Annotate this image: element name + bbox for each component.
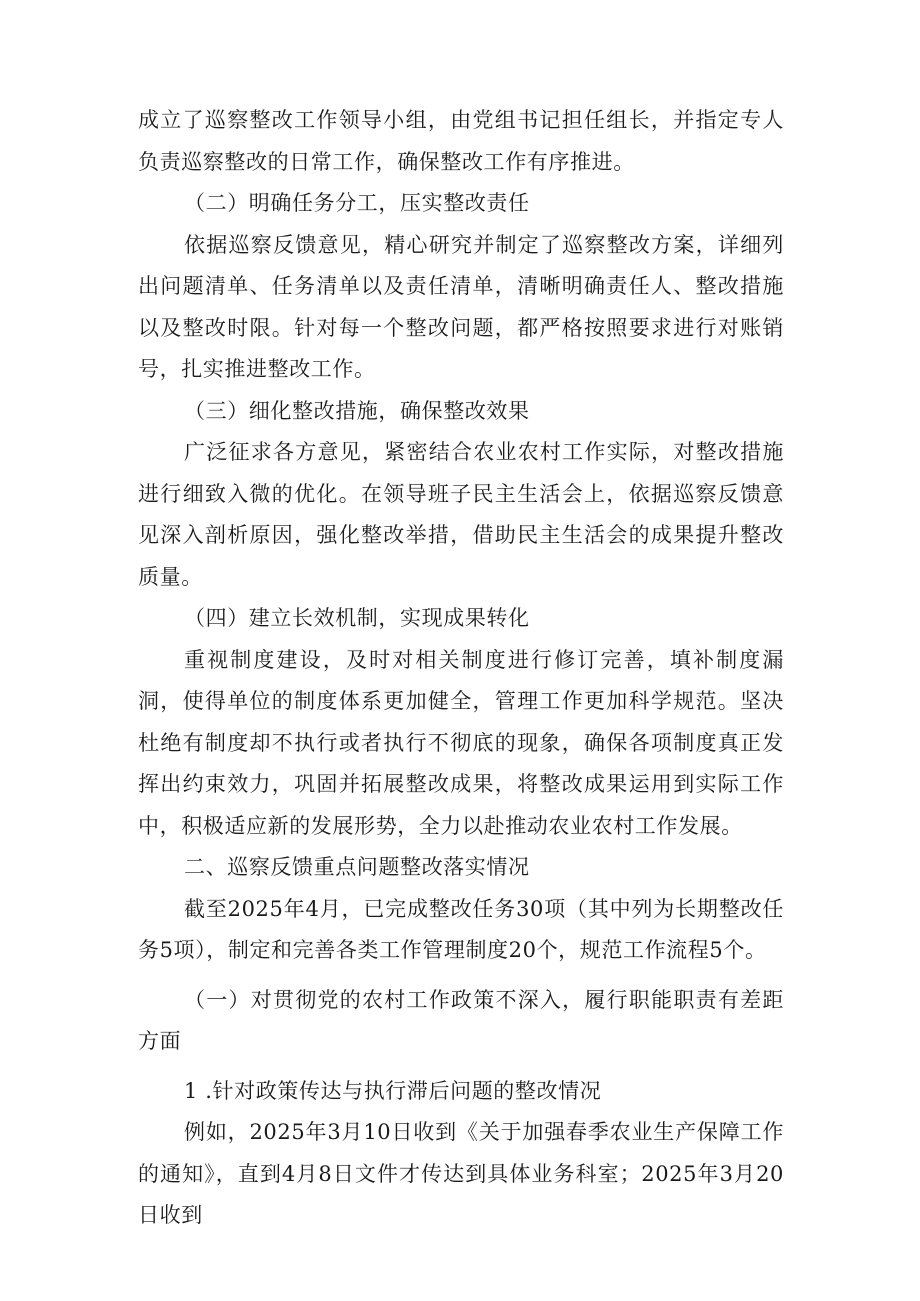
paragraph-leadership-group: 成立了巡察整改工作领导小组，由党组书记担任组长，并指定专人负责巡察整改的日常工作，确保整改工作有序推进。 [138,108,784,174]
paragraph-long-term-mechanism: 重视制度建设，及时对相关制度进行修订完善，填补制度漏洞，使得单位的制度体系更加健全，管理工作更加科学规范。坚决杜绝有制度却不执行或者执行不彻底的现象，确保各项制度真正发挥出约束效力，巩固并拓展整改成果，将整改成果运用到实际工作中，积极适应新的发展形势，全力以赴推动农业农村工作发展。 [138,647,784,838]
paragraph-task-division: 依据巡察反馈意见，精心研究并制定了巡察整改方案，详细列出问题清单、任务清单以及责任清单，清晰明确责任人、整改措施以及整改时限。针对每一个整改问题，都严格按照要求进行对账销号，扎实推进整改工作。 [138,232,784,381]
heading-refine-measures: （三）细化整改措施，确保整改效果 [184,398,530,423]
heading-task-division: （二）明确任务分工，压实整改责任 [184,191,530,215]
heading-policy-implementation: （一）对贯彻党的农村工作政策不深入，履行职能职责有差距方面 [138,987,784,1053]
paragraph-example-delay: 例如，2025年3月10日收到《关于加强春季农业生产保障工作的通知》，直到4月8日文件才传达到具体业务科室；2025年3月20日收到 [138,1120,784,1227]
heading-long-term-mechanism: （四）建立长效机制，实现成果转化 [184,606,530,630]
paragraph-refine-measures: 广泛征求各方意见，紧密结合农业农村工作实际，对整改措施进行细致入微的优化。在领导班子民主生活会上，依据巡察反馈意见深入剖析原因，强化整改举措，借助民主生活会的成果提升整改质量。 [138,440,784,589]
item-heading-policy-delay: 1 .针对政策传达与执行滞后问题的整改情况 [184,1078,602,1103]
section-heading-rectification-status: 二、巡察反馈重点问题整改落实情况 [184,855,530,879]
paragraph-completion-summary: 截至2025年4月，已完成整改任务30项（其中列为长期整改任务5项），制定和完善各类工作管理制度20个，规范工作流程5个。 [138,896,784,962]
document-body [138,100,784,1237]
